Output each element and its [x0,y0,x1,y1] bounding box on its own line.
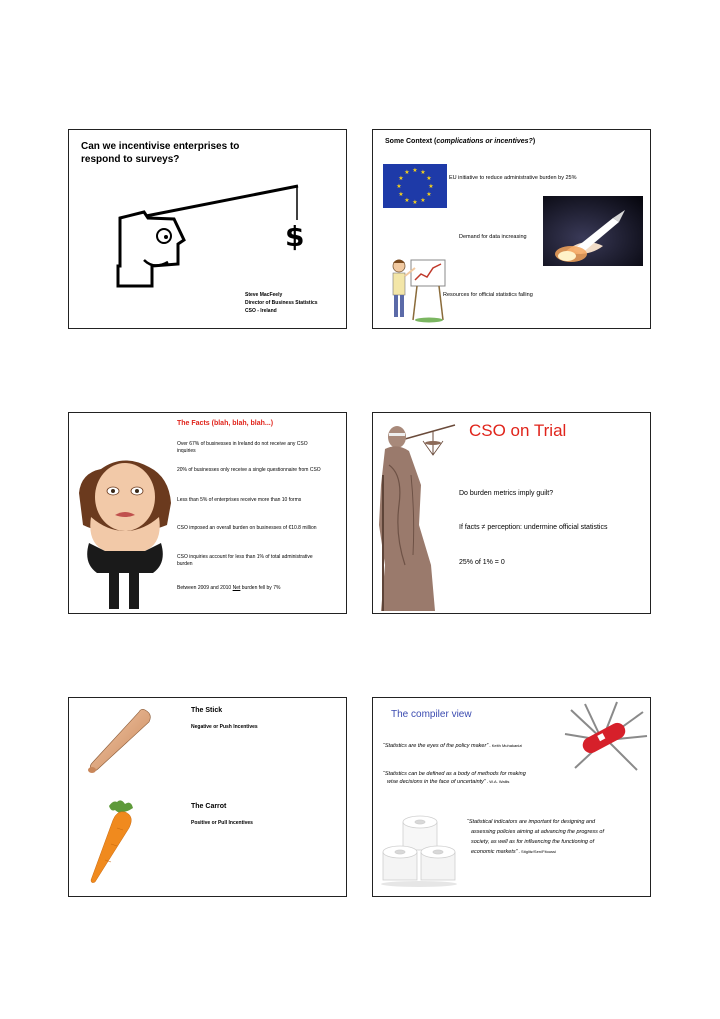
title-suffix: ) [532,138,536,145]
rocket-launch-image [543,196,643,266]
svg-text:★: ★ [398,175,404,182]
svg-text:★: ★ [420,169,426,176]
quote-3 [467,817,604,857]
baseball-bat-icon [85,706,155,778]
fact-6-underlined: Net [232,585,241,591]
fact-4: CSO imposed an overall burden on businesses of €10.8 million [177,525,317,531]
title-italic: complications or incentives? [436,138,533,145]
slide-title: The Facts (blah, blah, blah...) [177,420,274,427]
question-perception: If facts ≠ perception: undermine official statistics [459,524,608,531]
title-prefix: Some Context ( [385,138,437,145]
question-guilt: Do burden metrics imply guilt? [459,490,554,497]
svg-text:★: ★ [426,175,432,182]
slide-title: The compiler view [391,709,472,720]
quote-3-line-1: “Statistical indicators are important for designing and [467,819,596,825]
point-demand: Demand for data increasing [459,234,527,240]
lady-justice-statue-image [375,415,461,613]
quote-3-line-4: economic markets” [471,849,518,855]
quote-3-line-4-wrap [467,847,604,857]
quote-2 [383,770,526,786]
slide-stick-carrot [68,697,347,897]
quote-3-attribution: - Stiglitz/Sen/Fitoussi [517,849,556,854]
svg-text:★: ★ [396,183,402,190]
svg-text:★: ★ [420,197,426,204]
eu-flag-icon [383,164,447,208]
quote-3-line-3: society, as well as for influencing the functioning of [471,839,595,845]
presenter-easel-illustration [387,254,451,324]
quote-2-attribution: - W.A. Wallis [485,779,510,784]
slide-title: CSO on Trial [469,421,567,440]
quote-3-line-2: assessing policies aiming at advancing the progress of [471,829,604,835]
swiss-army-knife-image [557,700,651,776]
point-eu-initiative: EU initiative to reduce administrative burden by 25% [449,175,577,181]
slide-cso-trial [372,412,651,614]
fact-6 [177,585,337,592]
stick-title: The Stick [191,707,223,714]
quote-1-text: “Statistics are the eyes of the policy maker” [383,743,489,749]
svg-text:★: ★ [398,191,404,198]
svg-text:★: ★ [404,169,410,176]
quote-2-line-2: wise decisions in the face of uncertainty” [387,779,486,785]
author-name: Steve MacFeely [245,292,283,298]
fact-1: Over 67% of businesses in Ireland do not receive any CSO inquiries [177,441,308,454]
carrot-title: The Carrot [191,803,227,810]
svg-text:★: ★ [428,183,434,190]
fact-5: CSO inquiries account for less than 1% of total administrative burden [177,554,313,567]
fact-3: Less than 5% of enterprises receive more than 10 forms [177,497,302,503]
slide-title: Can we incentivise enterprises to respond to surveys? [81,141,240,165]
slide-incentivise [68,129,347,329]
author-role: Director of Business Statistics [245,300,318,306]
quote-2-line-1: “Statistics can be defined as a body of methods for making [383,771,526,777]
slide-context [372,129,651,329]
svg-text:★: ★ [412,167,418,174]
fact-6-prefix: Between 2009 and 2010 [177,585,233,591]
stick-subtitle: Negative or Push Incentives [191,724,258,730]
carrot-subtitle: Positive or Pull Incentives [191,820,253,826]
quote-1-attribution: - Keith Muhakanizi [488,743,523,748]
fact-6-suffix: burden fell by 7% [240,585,281,591]
formula-line: 25% of 1% = 0 [459,559,505,566]
svg-text:★: ★ [412,199,418,206]
carrot-icon [87,798,147,884]
fishing-head-illustration [114,182,304,292]
fact-2: 20% of businesses only receive a single questionnaire from CSO [177,467,321,473]
slide-title [385,137,535,146]
quote-1 [383,742,522,750]
worried-woman-image [71,433,179,613]
svg-text:★: ★ [404,197,410,204]
slide-facts [68,412,347,614]
dollar-sign: $ [285,220,305,253]
svg-text:★: ★ [426,191,432,198]
author-org: CSO - Ireland [245,308,277,314]
slide-compiler-view [372,697,651,897]
toilet-roll-stack-image [377,814,461,888]
point-resources: Resources for official statistics falling [443,292,533,298]
quote-2-line-2-wrap [383,778,526,786]
